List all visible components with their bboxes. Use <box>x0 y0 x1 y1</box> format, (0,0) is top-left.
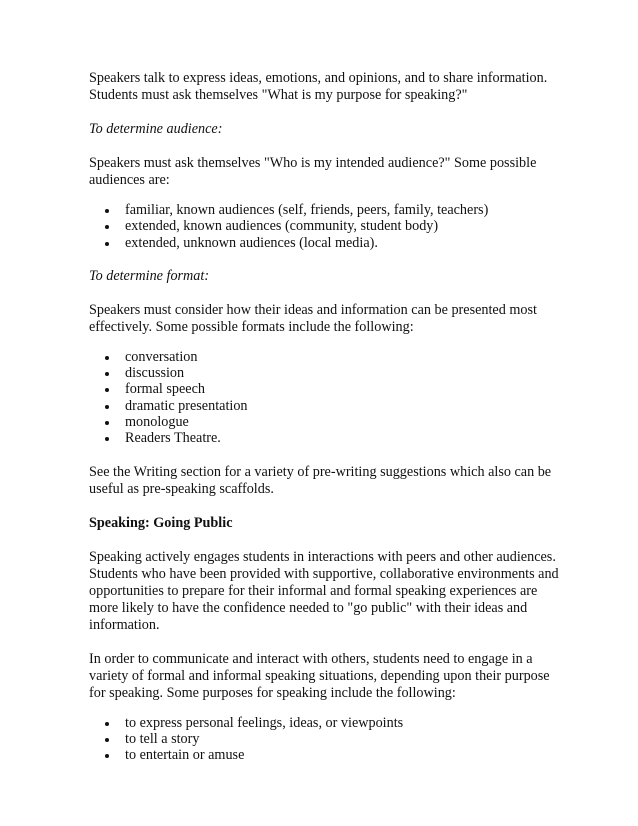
paragraph-audience: Speakers must ask themselves "Who is my intended audience?" Some possible audiences are: <box>89 155 537 188</box>
document-page <box>89 70 559 764</box>
list-item: discussion <box>89 365 559 381</box>
paragraph-format: Speakers must consider how their ideas and information can be presented most effectively. Some possible formats include the following: <box>89 301 537 335</box>
bullet-icon <box>105 405 109 409</box>
bullet-icon <box>105 738 109 742</box>
heading-audience: To determine audience: <box>89 121 223 137</box>
list-item: familiar, known audiences (self, friends, peers, family, teachers) <box>89 202 559 218</box>
list-item: Readers Theatre. <box>89 430 559 446</box>
paragraph-going-public: Speaking actively engages students in interactions with peers and other audiences. Students who have been provided with supportive, collaborative environments and opportunities to prepare for their informal and formal speaking experiences are more likely to have the confidence needed to "go public" with their ideas and information. <box>89 548 559 633</box>
bullet-icon <box>105 437 109 441</box>
heading-going-public: Speaking: Going Public <box>89 514 233 531</box>
list-item: extended, known audiences (community, student body) <box>89 218 559 234</box>
paragraph-communicate: In order to communicate and interact with others, students need to engage in a variety of formal and informal speaking situations, depending upon their purpose for speaking. Some purposes for speaking include the following: <box>89 650 550 701</box>
list-item: monologue <box>89 414 559 430</box>
list-item: to tell a story <box>89 731 559 747</box>
bullet-icon <box>105 372 109 376</box>
list-item: dramatic presentation <box>89 398 559 414</box>
audience-list <box>89 202 559 251</box>
bullet-icon <box>105 388 109 392</box>
bullet-icon <box>105 225 109 229</box>
list-item: to entertain or amuse <box>89 747 559 763</box>
bullet-icon <box>105 209 109 213</box>
bullet-icon <box>105 754 109 758</box>
paragraph-writing-reference: See the Writing section for a variety of pre-writing suggestions which also can be useful as pre-speaking scaffolds. <box>89 463 552 497</box>
list-item: extended, unknown audiences (local media). <box>89 235 559 251</box>
list-item: to express personal feelings, ideas, or viewpoints <box>89 715 559 731</box>
list-item: conversation <box>89 349 559 365</box>
purpose-list <box>89 715 559 764</box>
format-list <box>89 349 559 447</box>
bullet-icon <box>105 421 109 425</box>
paragraph-purpose: Speakers talk to express ideas, emotions, and opinions, and to share information. Students must ask themselves "What is my purpose for speaking?" <box>89 70 548 103</box>
list-item: formal speech <box>89 381 559 397</box>
bullet-icon <box>105 242 109 246</box>
heading-format: To determine format: <box>89 267 210 284</box>
bullet-icon <box>105 356 109 360</box>
bullet-icon <box>105 722 109 726</box>
